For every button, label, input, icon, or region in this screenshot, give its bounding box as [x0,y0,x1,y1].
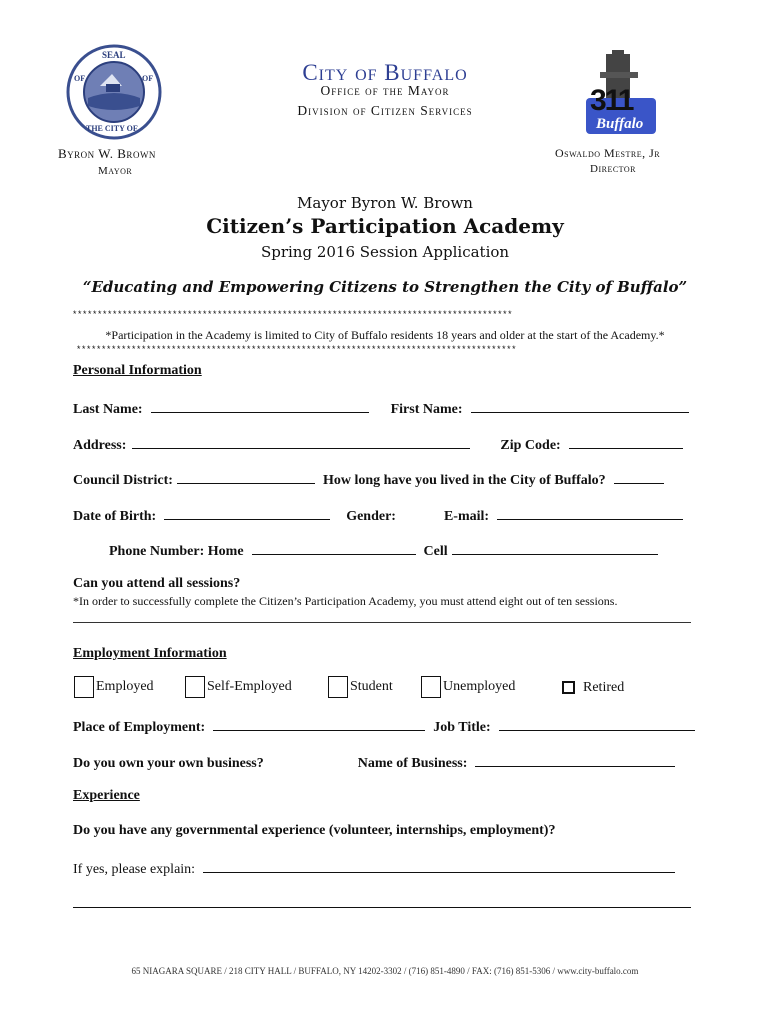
title-main: Citizen’s Participation Academy [206,214,564,238]
dob-field[interactable] [164,505,330,520]
student-checkbox[interactable] [328,676,348,698]
employed-label: Employed [96,679,154,695]
last-name-label: Last Name: [73,402,143,417]
phone-home-field[interactable] [252,540,416,555]
mayor-title: Mayor [98,165,133,177]
council-district-label: Council District: [73,473,173,488]
place-of-employment-field[interactable] [213,716,425,731]
unemployed-label: Unemployed [443,679,516,695]
explain-line-2[interactable] [73,907,691,908]
311-logo [584,48,664,140]
employed-checkbox[interactable] [74,676,94,698]
personal-heading: Personal Information [73,363,202,378]
first-name-field[interactable] [471,398,689,413]
retired-label: Retired [583,680,625,695]
how-long-field[interactable] [614,469,664,484]
footer-address: 65 NIAGARA SQUARE / 218 CITY HALL / BUFFALO, NY 14202-3302 / (716) 851-4890 / FAX: (716) 851-5306 / www.city-buffalo.com [131,966,639,976]
zip-field[interactable] [569,434,683,449]
division-name: Division of Citizen Services [297,103,473,118]
row-district [73,469,713,489]
seal-text-top: SEAL [102,50,126,60]
self-employed-checkbox[interactable] [185,676,205,698]
first-name-label: First Name: [390,402,463,417]
self-employed-label: Self-Employed [207,679,292,695]
job-title-label: Job Title: [433,720,491,735]
row-address [73,434,713,454]
experience-heading: Experience [73,788,140,803]
seal-text-bottom: THE CITY OF [86,124,138,133]
address-field[interactable] [132,434,470,449]
row-dob [73,505,713,525]
how-long-label: How long have you lived in the City of Buffalo? [322,473,606,488]
title-session: Spring 2016 Session Application [260,243,510,261]
council-district-field[interactable] [177,469,315,484]
stars-top: **************************************************************************************** [72,310,513,320]
cell-label: Cell [423,544,448,559]
cell-field[interactable] [452,540,658,555]
option-student[interactable] [328,676,393,698]
city-name: City of Buffalo [302,60,468,85]
gender-label: Gender: [346,509,396,524]
retired-checkbox[interactable] [562,681,575,694]
unemployed-checkbox[interactable] [421,676,441,698]
attend-note: *In order to successfully complete the Citizen’s Participation Academy, you must attend eight out of ten sessions. [73,594,618,608]
dob-label: Date of Birth: [73,509,157,524]
row-business [73,752,713,772]
stars-bottom: **************************************************************************************** [76,345,517,355]
seal-text-left: OF [74,74,86,83]
business-name-label: Name of Business: [357,756,468,771]
office-name: Office of the Mayor [320,83,450,98]
director-name: Oswaldo Mestre, Jr [555,146,661,160]
address-label: Address: [73,438,127,453]
option-unemployed[interactable] [421,676,515,698]
title-line1: Mayor Byron W. Brown [297,194,473,212]
row-phone [109,540,709,560]
seal-text-right: OF [142,74,154,83]
row-explain [73,858,713,878]
zip-label: Zip Code: [500,438,561,453]
row-name [73,398,713,418]
option-retired[interactable] [562,680,624,696]
option-self-employed[interactable] [185,676,292,698]
experience-question: Do you have any governmental experience (volunteer, internships, employment)? [73,823,556,838]
email-label: E-mail: [443,509,490,524]
director-title: Director [590,163,637,175]
explain-field[interactable] [203,858,675,873]
logo-word: Buffalo [596,116,644,132]
student-label: Student [350,679,393,695]
attend-answer-line[interactable] [73,622,691,623]
employment-heading: Employment Information [73,646,227,661]
job-title-field[interactable] [499,716,695,731]
email-field[interactable] [497,505,683,520]
employment-options [74,676,714,702]
last-name-field[interactable] [151,398,369,413]
own-business-label: Do you own your own business? [73,756,264,771]
explain-label: If yes, please explain: [73,862,196,877]
option-employed[interactable] [74,676,154,698]
logo-number: 311 [590,84,633,117]
phone-home-label: Phone Number: Home [109,544,244,559]
mayor-name: Byron W. Brown [58,146,156,161]
business-name-field[interactable] [475,752,675,767]
motto: “Educating and Empowering Citizens to Strengthen the City of Buffalo” [82,278,688,296]
attend-question: Can you attend all sessions? [73,576,241,591]
place-of-employment-label: Place of Employment: [73,720,206,735]
eligibility-notice: *Participation in the Academy is limited to City of Buffalo residents 18 years and older at the start of the Academy.* [105,328,665,342]
row-employment-place [73,716,713,736]
